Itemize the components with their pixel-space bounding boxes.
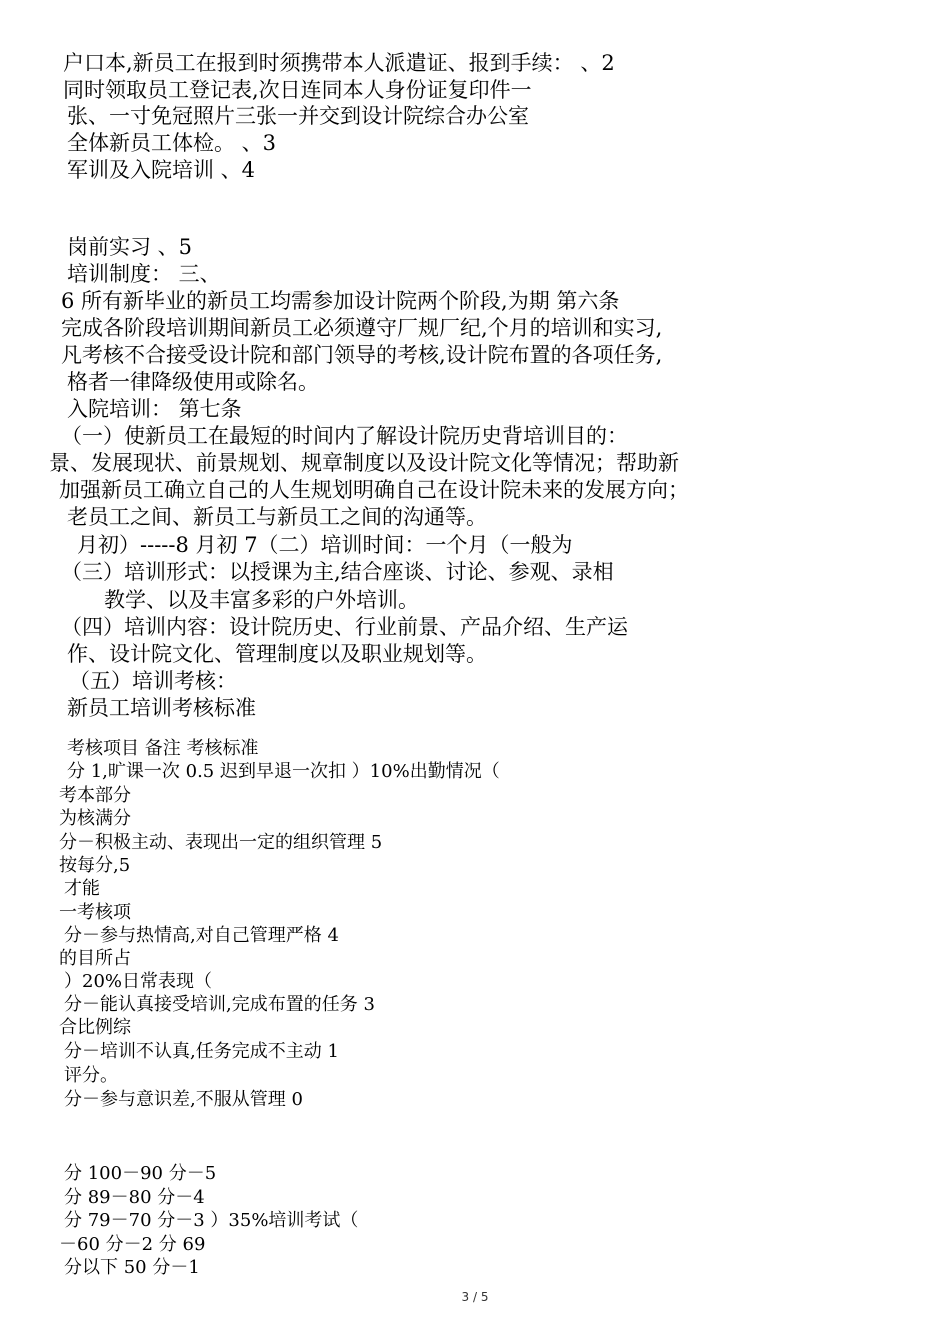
table-line: ）20%日常表现（ — [64, 971, 213, 992]
paragraph-line: 教学、以及丰富多彩的户外培训。 — [104, 588, 419, 612]
paragraph-line: （五）培训考核： — [69, 669, 237, 693]
table-line: 才能 — [64, 878, 100, 899]
paragraph-line: 格者一律降级使用或除名。 — [67, 370, 319, 394]
paragraph-line: （三）培训形式：以授课为主,结合座谈、讨论、参观、录相 — [61, 560, 614, 584]
table-line: 分－积极主动、表现出一定的组织管理 5 — [59, 832, 383, 853]
paragraph-line: （四）培训内容：设计院历史、行业前景、产品介绍、生产运 — [61, 615, 628, 639]
page-number: 3 / 5 — [461, 1290, 489, 1304]
paragraph-line: 入院培训： 第七条 — [67, 397, 242, 421]
paragraph-line: 完成各阶段培训期间新员工必须遵守厂规厂纪,个月的培训和实习, — [61, 316, 663, 340]
table-line: 分 1,旷课一次 0.5 迟到早退一次扣 ）10%出勤情况（ — [67, 761, 500, 782]
table-line: 合比例综 — [59, 1017, 131, 1038]
paragraph-line: 加强新员工确立自己的人生规划明确自己在设计院未来的发展方向； — [59, 478, 689, 502]
table-line: 分 79－70 分－3 ）35%培训考试（ — [64, 1210, 359, 1231]
table-line: 分－参与热情高,对自己管理严格 4 — [64, 925, 339, 946]
table-line: 考核项目 备注 考核标准 — [67, 738, 259, 759]
paragraph-line: 6 所有新毕业的新员工均需参加设计院两个阶段,为期 第六条 — [61, 289, 620, 313]
table-line: 分以下 50 分－1 — [64, 1257, 200, 1278]
paragraph-line: 凡考核不合接受设计院和部门领导的考核,设计院布置的各项任务, — [61, 343, 663, 367]
paragraph-line: 同时领取员工登记表,次日连同本人身份证复印件一 — [63, 78, 532, 102]
paragraph-line: 月初）-----8 月初 7（二）培训时间：一个月（一般为 — [77, 533, 573, 557]
paragraph-line: 老员工之间、新员工与新员工之间的沟通等。 — [67, 505, 487, 529]
table-line: 为核满分 — [59, 808, 131, 829]
table-line: 分－培训不认真,任务完成不主动 1 — [64, 1041, 339, 1062]
table-line: 分－能认真接受培训,完成布置的任务 3 — [64, 994, 375, 1015]
table-line: 一考核项 — [59, 902, 131, 923]
paragraph-line: 作、设计院文化、管理制度以及职业规划等。 — [67, 642, 487, 666]
paragraph-line: 景、发展现状、前景规划、规章制度以及设计院文化等情况；帮助新 — [49, 451, 679, 475]
table-line: 分 100－90 分－5 — [64, 1163, 217, 1184]
table-line: 分 89－80 分－4 — [64, 1187, 205, 1208]
paragraph-line: 岗前实习 、5 — [67, 235, 193, 259]
table-line: 评分。 — [64, 1065, 118, 1086]
paragraph-line: 全体新员工体检。 、3 — [67, 131, 277, 155]
table-line: 分－参与意识差,不服从管理 0 — [64, 1089, 303, 1110]
paragraph-line: 军训及入院培训 、4 — [67, 158, 256, 182]
table-line: －60 分－2 分 69 — [59, 1234, 206, 1255]
table-line: 的目所占 — [59, 948, 131, 969]
table-line: 按每分,5 — [59, 855, 131, 876]
paragraph-line: 培训制度： 三、 — [67, 262, 221, 286]
paragraph-line: 户口本,新员工在报到时须携带本人派遣证、报到手续： 、2 — [63, 51, 615, 75]
paragraph-line: （一）使新员工在最短的时间内了解设计院历史背培训目的： — [61, 424, 628, 448]
paragraph-line: 新员工培训考核标准 — [67, 696, 256, 720]
paragraph-line: 张、一寸免冠照片三张一并交到设计院综合办公室 — [67, 104, 529, 128]
table-line: 考本部分 — [59, 785, 131, 806]
